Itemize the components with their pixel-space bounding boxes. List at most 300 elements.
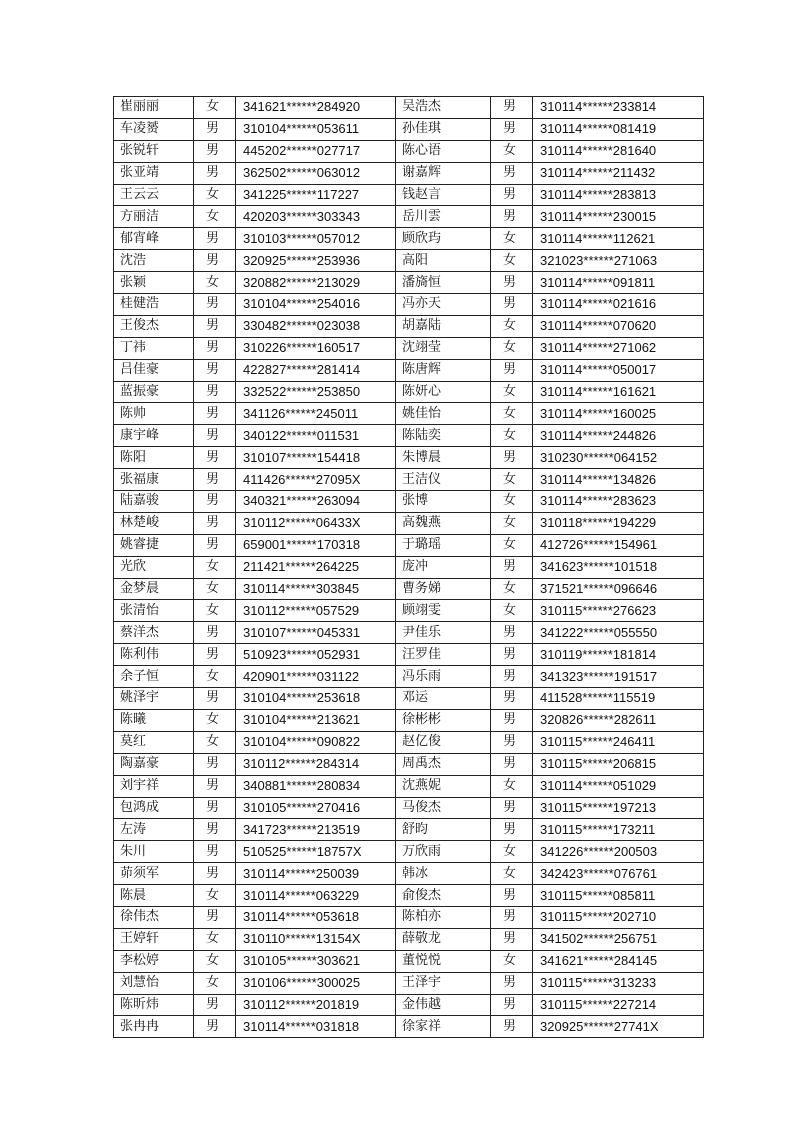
gender-cell: 女 xyxy=(491,425,533,447)
id-number-cell: 362502******063012 xyxy=(236,162,396,184)
table-row xyxy=(114,447,704,469)
gender-cell: 男 xyxy=(194,1016,236,1038)
name-cell: 曹务娣 xyxy=(396,578,491,600)
gender-cell: 男 xyxy=(491,184,533,206)
gender-cell: 女 xyxy=(491,512,533,534)
table-row xyxy=(114,819,704,841)
gender-cell: 男 xyxy=(491,731,533,753)
id-number-cell: 341623******101518 xyxy=(533,556,704,578)
name-cell: 陈妍心 xyxy=(396,381,491,403)
id-number-cell: 320925******253936 xyxy=(236,250,396,272)
id-number-cell: 310114******160025 xyxy=(533,403,704,425)
gender-cell: 女 xyxy=(194,731,236,753)
table-row xyxy=(114,622,704,644)
gender-cell: 男 xyxy=(491,622,533,644)
table-row xyxy=(114,118,704,140)
gender-cell: 男 xyxy=(491,994,533,1016)
name-cell: 张清怡 xyxy=(114,600,194,622)
name-cell: 左涛 xyxy=(114,819,194,841)
gender-cell: 女 xyxy=(194,556,236,578)
gender-cell: 女 xyxy=(491,491,533,513)
gender-cell: 男 xyxy=(194,447,236,469)
name-cell: 冯亦天 xyxy=(396,294,491,316)
id-number-cell: 310115******227214 xyxy=(533,994,704,1016)
name-cell: 刘宇祥 xyxy=(114,775,194,797)
table-row xyxy=(114,162,704,184)
name-cell: 董悦悦 xyxy=(396,950,491,972)
gender-cell: 女 xyxy=(194,885,236,907)
table-row xyxy=(114,600,704,622)
id-number-cell: 310114******051029 xyxy=(533,775,704,797)
name-cell: 光欣 xyxy=(114,556,194,578)
gender-cell: 女 xyxy=(194,206,236,228)
id-number-cell: 310115******202710 xyxy=(533,906,704,928)
id-number-cell: 310230******064152 xyxy=(533,447,704,469)
id-number-cell: 310115******276623 xyxy=(533,600,704,622)
id-number-cell: 332522******253850 xyxy=(236,381,396,403)
name-cell: 谢嘉辉 xyxy=(396,162,491,184)
name-cell: 薛敬龙 xyxy=(396,928,491,950)
id-number-cell: 310114******230015 xyxy=(533,206,704,228)
name-cell: 陈帅 xyxy=(114,403,194,425)
id-number-cell: 310114******244826 xyxy=(533,425,704,447)
name-cell: 邓运 xyxy=(396,688,491,710)
gender-cell: 男 xyxy=(194,315,236,337)
table-row xyxy=(114,228,704,250)
name-cell: 陈昕炜 xyxy=(114,994,194,1016)
name-cell: 顾欣玙 xyxy=(396,228,491,250)
id-number-cell: 340122******011531 xyxy=(236,425,396,447)
id-number-cell: 310112******201819 xyxy=(236,994,396,1016)
gender-cell: 男 xyxy=(491,709,533,731)
id-number-cell: 310112******06433X xyxy=(236,512,396,534)
gender-cell: 男 xyxy=(491,272,533,294)
name-cell: 车凌赟 xyxy=(114,118,194,140)
gender-cell: 女 xyxy=(194,950,236,972)
name-cell: 陈曦 xyxy=(114,709,194,731)
id-number-cell: 310114******053618 xyxy=(236,906,396,928)
name-cell: 周禹杰 xyxy=(396,753,491,775)
table-row xyxy=(114,403,704,425)
name-cell: 马俊杰 xyxy=(396,797,491,819)
name-cell: 包鸿成 xyxy=(114,797,194,819)
id-number-cell: 420901******031122 xyxy=(236,666,396,688)
id-number-cell: 310110******13154X xyxy=(236,928,396,950)
gender-cell: 男 xyxy=(491,359,533,381)
id-number-cell: 310114******070620 xyxy=(533,315,704,337)
name-cell: 汪罗佳 xyxy=(396,644,491,666)
gender-cell: 男 xyxy=(194,294,236,316)
name-cell: 姚睿捷 xyxy=(114,534,194,556)
gender-cell: 男 xyxy=(194,162,236,184)
name-cell: 陈心语 xyxy=(396,140,491,162)
name-cell: 陈柏亦 xyxy=(396,906,491,928)
name-cell: 王洁仪 xyxy=(396,469,491,491)
id-number-cell: 341225******117227 xyxy=(236,184,396,206)
name-cell: 王婷轩 xyxy=(114,928,194,950)
gender-cell: 女 xyxy=(194,184,236,206)
table-row xyxy=(114,972,704,994)
roster-body xyxy=(114,97,704,1038)
gender-cell: 女 xyxy=(194,272,236,294)
table-row xyxy=(114,666,704,688)
name-cell: 韩冰 xyxy=(396,863,491,885)
gender-cell: 女 xyxy=(491,534,533,556)
table-row xyxy=(114,906,704,928)
id-number-cell: 310114******281640 xyxy=(533,140,704,162)
name-cell: 张冉冉 xyxy=(114,1016,194,1038)
id-number-cell: 310115******173211 xyxy=(533,819,704,841)
id-number-cell: 340881******280834 xyxy=(236,775,396,797)
name-cell: 庞冲 xyxy=(396,556,491,578)
name-cell: 莫红 xyxy=(114,731,194,753)
gender-cell: 女 xyxy=(491,600,533,622)
gender-cell: 男 xyxy=(491,819,533,841)
gender-cell: 男 xyxy=(194,359,236,381)
id-number-cell: 340321******263094 xyxy=(236,491,396,513)
name-cell: 张博 xyxy=(396,491,491,513)
gender-cell: 男 xyxy=(491,666,533,688)
name-cell: 王泽宇 xyxy=(396,972,491,994)
gender-cell: 女 xyxy=(491,337,533,359)
gender-cell: 男 xyxy=(491,644,533,666)
id-number-cell: 310114******271062 xyxy=(533,337,704,359)
id-number-cell: 310112******057529 xyxy=(236,600,396,622)
id-number-cell: 310104******254016 xyxy=(236,294,396,316)
id-number-cell: 341621******284920 xyxy=(236,97,396,119)
gender-cell: 男 xyxy=(491,162,533,184)
id-number-cell: 310115******197213 xyxy=(533,797,704,819)
gender-cell: 女 xyxy=(491,315,533,337)
gender-cell: 男 xyxy=(491,294,533,316)
gender-cell: 男 xyxy=(194,534,236,556)
id-number-cell: 310115******085811 xyxy=(533,885,704,907)
name-cell: 徐伟杰 xyxy=(114,906,194,928)
table-row xyxy=(114,797,704,819)
table-row xyxy=(114,731,704,753)
id-number-cell: 310118******194229 xyxy=(533,512,704,534)
name-cell: 沈浩 xyxy=(114,250,194,272)
id-number-cell: 310106******300025 xyxy=(236,972,396,994)
name-cell: 张颖 xyxy=(114,272,194,294)
gender-cell: 女 xyxy=(194,97,236,119)
gender-cell: 女 xyxy=(194,666,236,688)
id-number-cell: 310112******284314 xyxy=(236,753,396,775)
id-number-cell: 420203******303343 xyxy=(236,206,396,228)
id-number-cell: 211421******264225 xyxy=(236,556,396,578)
name-cell: 蓝振豪 xyxy=(114,381,194,403)
name-cell: 高阳 xyxy=(396,250,491,272)
gender-cell: 男 xyxy=(194,994,236,1016)
gender-cell: 男 xyxy=(194,337,236,359)
gender-cell: 男 xyxy=(194,644,236,666)
gender-cell: 男 xyxy=(491,906,533,928)
id-number-cell: 422827******281414 xyxy=(236,359,396,381)
id-number-cell: 310114******081419 xyxy=(533,118,704,140)
name-cell: 张福康 xyxy=(114,469,194,491)
table-row xyxy=(114,381,704,403)
gender-cell: 男 xyxy=(491,556,533,578)
gender-cell: 男 xyxy=(491,797,533,819)
name-cell: 冯乐雨 xyxy=(396,666,491,688)
name-cell: 郁宵峰 xyxy=(114,228,194,250)
name-cell: 陈利伟 xyxy=(114,644,194,666)
table-row xyxy=(114,841,704,863)
name-cell: 徐彬彬 xyxy=(396,709,491,731)
name-cell: 岳川雲 xyxy=(396,206,491,228)
id-number-cell: 310105******303621 xyxy=(236,950,396,972)
id-number-cell: 310226******160517 xyxy=(236,337,396,359)
id-number-cell: 510525******18757X xyxy=(236,841,396,863)
id-number-cell: 341222******055550 xyxy=(533,622,704,644)
name-cell: 徐家祥 xyxy=(396,1016,491,1038)
table-row xyxy=(114,534,704,556)
id-number-cell: 310104******053611 xyxy=(236,118,396,140)
gender-cell: 女 xyxy=(194,928,236,950)
gender-cell: 女 xyxy=(194,600,236,622)
name-cell: 孙佳琪 xyxy=(396,118,491,140)
gender-cell: 男 xyxy=(194,381,236,403)
id-number-cell: 321023******271063 xyxy=(533,250,704,272)
name-cell: 茆须军 xyxy=(114,863,194,885)
name-cell: 朱博晨 xyxy=(396,447,491,469)
id-number-cell: 412726******154961 xyxy=(533,534,704,556)
table-row xyxy=(114,512,704,534)
name-cell: 王云云 xyxy=(114,184,194,206)
id-number-cell: 310114******134826 xyxy=(533,469,704,491)
name-cell: 陈晨 xyxy=(114,885,194,907)
gender-cell: 男 xyxy=(491,972,533,994)
gender-cell: 女 xyxy=(194,578,236,600)
id-number-cell: 310104******090822 xyxy=(236,731,396,753)
id-number-cell: 310115******313233 xyxy=(533,972,704,994)
gender-cell: 男 xyxy=(194,622,236,644)
name-cell: 钱赵言 xyxy=(396,184,491,206)
id-number-cell: 411426******27095X xyxy=(236,469,396,491)
table-row xyxy=(114,140,704,162)
name-cell: 丁祎 xyxy=(114,337,194,359)
id-number-cell: 330482******023038 xyxy=(236,315,396,337)
gender-cell: 男 xyxy=(194,906,236,928)
id-number-cell: 310107******045331 xyxy=(236,622,396,644)
name-cell: 陶嘉豪 xyxy=(114,753,194,775)
id-number-cell: 320882******213029 xyxy=(236,272,396,294)
name-cell: 赵亿俊 xyxy=(396,731,491,753)
id-number-cell: 310114******283623 xyxy=(533,491,704,513)
gender-cell: 女 xyxy=(491,863,533,885)
table-row xyxy=(114,250,704,272)
table-row xyxy=(114,294,704,316)
gender-cell: 男 xyxy=(194,797,236,819)
name-cell: 吕佳豪 xyxy=(114,359,194,381)
name-cell: 胡嘉陆 xyxy=(396,315,491,337)
name-cell: 舒昀 xyxy=(396,819,491,841)
gender-cell: 女 xyxy=(194,972,236,994)
id-number-cell: 310114******303845 xyxy=(236,578,396,600)
gender-cell: 男 xyxy=(194,250,236,272)
name-cell: 姚泽宇 xyxy=(114,688,194,710)
table-row xyxy=(114,315,704,337)
id-number-cell: 310104******253618 xyxy=(236,688,396,710)
id-number-cell: 310107******154418 xyxy=(236,447,396,469)
id-number-cell: 341126******245011 xyxy=(236,403,396,425)
gender-cell: 男 xyxy=(491,928,533,950)
gender-cell: 男 xyxy=(194,863,236,885)
table-row xyxy=(114,863,704,885)
gender-cell: 男 xyxy=(194,819,236,841)
id-number-cell: 342423******076761 xyxy=(533,863,704,885)
gender-cell: 女 xyxy=(491,228,533,250)
gender-cell: 女 xyxy=(491,403,533,425)
gender-cell: 男 xyxy=(194,469,236,491)
table-row xyxy=(114,775,704,797)
gender-cell: 女 xyxy=(491,841,533,863)
table-row xyxy=(114,469,704,491)
name-cell: 康宇峰 xyxy=(114,425,194,447)
id-number-cell: 310114******283813 xyxy=(533,184,704,206)
table-row xyxy=(114,950,704,972)
name-cell: 张亚靖 xyxy=(114,162,194,184)
table-row xyxy=(114,272,704,294)
id-number-cell: 341226******200503 xyxy=(533,841,704,863)
name-cell: 陈阳 xyxy=(114,447,194,469)
name-cell: 李松婷 xyxy=(114,950,194,972)
name-cell: 俞俊杰 xyxy=(396,885,491,907)
table-row xyxy=(114,337,704,359)
gender-cell: 男 xyxy=(491,753,533,775)
id-number-cell: 310114******063229 xyxy=(236,885,396,907)
table-row xyxy=(114,97,704,119)
id-number-cell: 371521******096646 xyxy=(533,578,704,600)
id-number-cell: 310114******021616 xyxy=(533,294,704,316)
gender-cell: 女 xyxy=(491,140,533,162)
table-row xyxy=(114,928,704,950)
id-number-cell: 510923******052931 xyxy=(236,644,396,666)
gender-cell: 男 xyxy=(194,403,236,425)
table-row xyxy=(114,184,704,206)
name-cell: 余子恒 xyxy=(114,666,194,688)
gender-cell: 男 xyxy=(491,885,533,907)
table-row xyxy=(114,688,704,710)
table-row xyxy=(114,578,704,600)
table-row xyxy=(114,425,704,447)
id-number-cell: 310115******246411 xyxy=(533,731,704,753)
id-number-cell: 310114******161621 xyxy=(533,381,704,403)
table-row xyxy=(114,1016,704,1038)
id-number-cell: 341621******284145 xyxy=(533,950,704,972)
gender-cell: 男 xyxy=(491,447,533,469)
name-cell: 刘慧怡 xyxy=(114,972,194,994)
name-cell: 朱川 xyxy=(114,841,194,863)
gender-cell: 男 xyxy=(491,1016,533,1038)
id-number-cell: 310105******270416 xyxy=(236,797,396,819)
gender-cell: 男 xyxy=(194,425,236,447)
gender-cell: 女 xyxy=(491,775,533,797)
id-number-cell: 310115******206815 xyxy=(533,753,704,775)
gender-cell: 男 xyxy=(194,753,236,775)
table-row xyxy=(114,644,704,666)
gender-cell: 男 xyxy=(491,688,533,710)
name-cell: 桂健浩 xyxy=(114,294,194,316)
gender-cell: 男 xyxy=(194,841,236,863)
name-cell: 姚佳怡 xyxy=(396,403,491,425)
gender-cell: 男 xyxy=(194,512,236,534)
name-cell: 吴浩杰 xyxy=(396,97,491,119)
gender-cell: 男 xyxy=(194,688,236,710)
name-cell: 陈陆奕 xyxy=(396,425,491,447)
name-cell: 王俊杰 xyxy=(114,315,194,337)
name-cell: 沈燕妮 xyxy=(396,775,491,797)
gender-cell: 男 xyxy=(194,118,236,140)
gender-cell: 男 xyxy=(491,97,533,119)
name-cell: 顾翊雯 xyxy=(396,600,491,622)
id-number-cell: 341502******256751 xyxy=(533,928,704,950)
id-number-cell: 310114******031818 xyxy=(236,1016,396,1038)
id-number-cell: 310114******050017 xyxy=(533,359,704,381)
id-number-cell: 310114******112621 xyxy=(533,228,704,250)
gender-cell: 男 xyxy=(194,140,236,162)
id-number-cell: 310103******057012 xyxy=(236,228,396,250)
id-number-cell: 320826******282611 xyxy=(533,709,704,731)
id-number-cell: 320925******27741X xyxy=(533,1016,704,1038)
table-row xyxy=(114,359,704,381)
gender-cell: 女 xyxy=(194,709,236,731)
name-cell: 高魏燕 xyxy=(396,512,491,534)
gender-cell: 男 xyxy=(491,206,533,228)
name-cell: 沈翊莹 xyxy=(396,337,491,359)
name-cell: 尹佳乐 xyxy=(396,622,491,644)
gender-cell: 女 xyxy=(491,250,533,272)
table-row xyxy=(114,206,704,228)
student-roster-table xyxy=(113,96,704,1038)
table-row xyxy=(114,994,704,1016)
gender-cell: 男 xyxy=(491,118,533,140)
id-number-cell: 411528******115519 xyxy=(533,688,704,710)
name-cell: 陈唐辉 xyxy=(396,359,491,381)
id-number-cell: 310114******211432 xyxy=(533,162,704,184)
id-number-cell: 659001******170318 xyxy=(236,534,396,556)
name-cell: 陆嘉骏 xyxy=(114,491,194,513)
id-number-cell: 310104******213621 xyxy=(236,709,396,731)
name-cell: 于璐瑶 xyxy=(396,534,491,556)
name-cell: 张锐轩 xyxy=(114,140,194,162)
table-row xyxy=(114,556,704,578)
gender-cell: 女 xyxy=(491,469,533,491)
name-cell: 金伟越 xyxy=(396,994,491,1016)
name-cell: 万欣雨 xyxy=(396,841,491,863)
gender-cell: 女 xyxy=(491,950,533,972)
gender-cell: 男 xyxy=(194,491,236,513)
id-number-cell: 445202******027717 xyxy=(236,140,396,162)
table-row xyxy=(114,753,704,775)
name-cell: 金梦晨 xyxy=(114,578,194,600)
id-number-cell: 310114******250039 xyxy=(236,863,396,885)
gender-cell: 女 xyxy=(491,381,533,403)
name-cell: 潘旖恒 xyxy=(396,272,491,294)
id-number-cell: 341323******191517 xyxy=(533,666,704,688)
table-row xyxy=(114,885,704,907)
table-row xyxy=(114,491,704,513)
gender-cell: 男 xyxy=(194,228,236,250)
id-number-cell: 341723******213519 xyxy=(236,819,396,841)
id-number-cell: 310119******181814 xyxy=(533,644,704,666)
name-cell: 蔡洋杰 xyxy=(114,622,194,644)
table-row xyxy=(114,709,704,731)
id-number-cell: 310114******091811 xyxy=(533,272,704,294)
gender-cell: 女 xyxy=(491,578,533,600)
name-cell: 林楚峻 xyxy=(114,512,194,534)
gender-cell: 男 xyxy=(194,775,236,797)
